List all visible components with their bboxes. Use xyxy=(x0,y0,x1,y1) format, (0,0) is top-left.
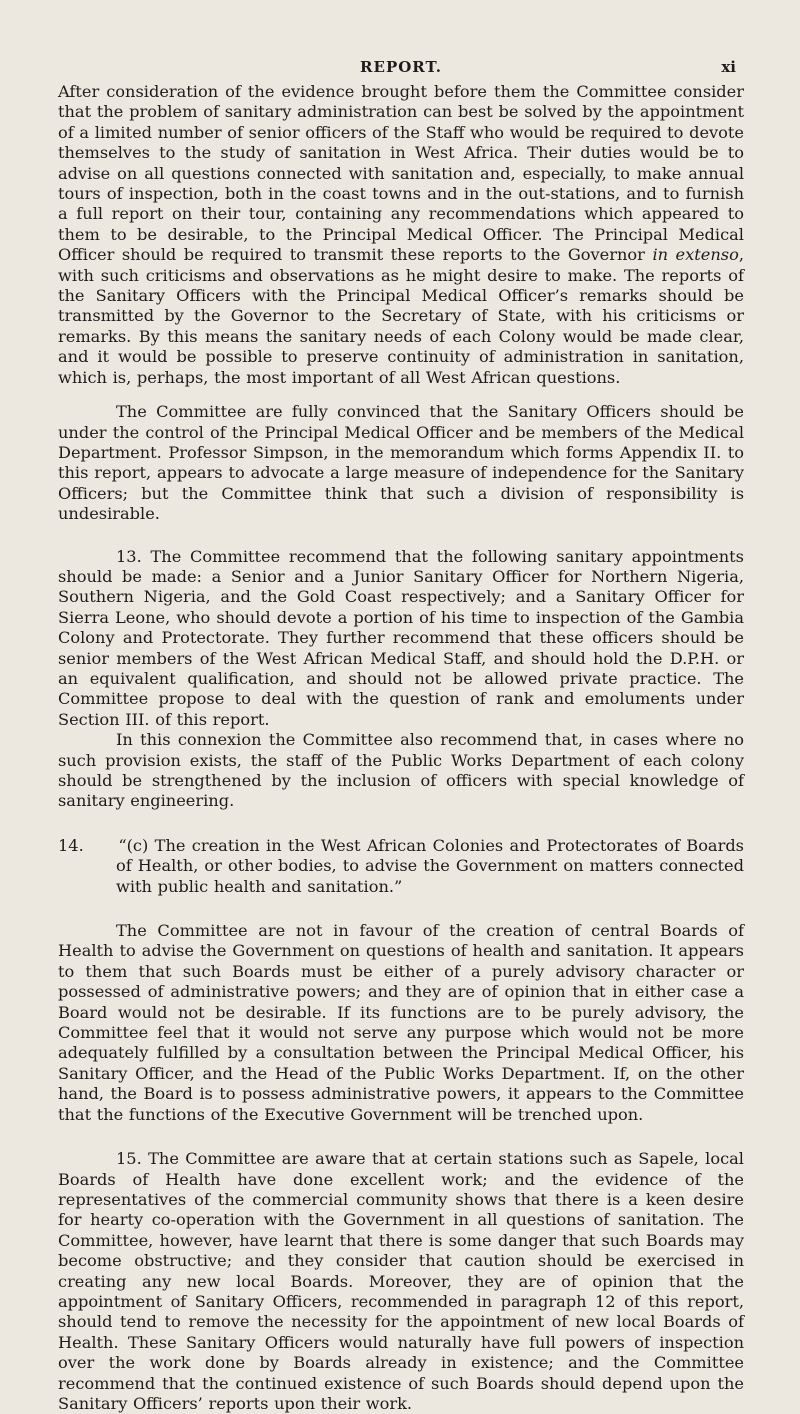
paragraph-1 xyxy=(58,82,744,388)
paragraph-13-cont: In this connexion the Committee also recommend that, in cases where no such provision exists, the staff of the Public Works Department of each colony should be strengthened by the inclusion of officers with special knowledge of sanitary engineering. xyxy=(58,730,744,811)
paragraph-14-number: 14. xyxy=(58,835,84,855)
paragraph-13-text: The Committee recommend that the following sanitary appointments should be made: a Senior and a Junior Sanitary Officer for Northern Nigeria, Southern Nigeria, and the Gold Coast respectively; and a Sanitary Officer for Sierra Leone, who should devote a portion of his time to inspection of the Gambia Colony and Protectorate. They further recommend that these officers should be senior members of the West African Medical Staff, and should hold the D.P.H. or an equivalent qualification, and should not be allowed private practice. The Committee propose to deal with the question of rank and emoluments under Section III. of this report. xyxy=(58,546,744,729)
paragraph-13 xyxy=(58,547,744,731)
paragraph-15-number: 15. xyxy=(116,1149,142,1169)
page-number: xi xyxy=(721,58,736,76)
running-head: REPORT. xyxy=(360,58,442,76)
paragraph-1-italic: in extenso xyxy=(652,245,739,265)
paragraph-2: The Committee are fully convinced that the Sanitary Officers should be under the control of the Principal Medical Officer and be members of the Medical Department. Professor Simpson, in the memorandum which forms Appendix II. to this report, appears to advocate a large measure of independence for the Sanitary Officers; but the Committee think that such a division of responsibility is undesirable. xyxy=(58,402,744,524)
paragraph-1-text-b: , with such criticisms and observations as he might desire to make. The reports of the Sanitary Officers with the Principal Medical Officer’s remarks should be transmitted by the Governor to the Secretary of State, with his criticisms or remarks. By this means the sanitary needs of each Colony would be made clear, and it would be possible to preserve continuity of administration in sanitation, which is, perhaps, the most important of all West African questions. xyxy=(58,245,744,387)
paragraph-14-quote: “(c) The creation in the West African Colonies and Protectorates of Boards of Health, or other bodies, to advise the Government on matters connected with public health and sanitation.” xyxy=(116,835,744,896)
paragraph-13-number: 13. xyxy=(116,546,142,566)
paragraph-14 xyxy=(58,836,744,897)
paragraph-14-cont: The Committee are not in favour of the creation of central Boards of Health to advise the Government on questions of health and sanitation. It appears to them that such Boards must be either of a purely advisory character or possessed of administrative powers; and they are of opinion that in either case a Board would not be desirable. If its functions are to be purely advisory, the Committee feel that it would not serve any purpose which would not be more adequately fulfilled by a consultation between the Principal Medical Officer, his Sanitary Officer, and the Head of the Public Works Department. If, on the other hand, the Board is to possess administrative powers, it appears to the Committee that the functions of the Executive Government will be trenched upon. xyxy=(58,921,744,1124)
page-header xyxy=(58,44,744,82)
paragraph-1-text-a: After consideration of the evidence brought before them the Committee consider that the problem of sanitary administration can best be solved by the appointment of a limited number of senior officers of the Staff who would be required to devote themselves to the study of sanitation in West Africa. Their duties would be to advise on all questions connected with sanitation and, especially, to make annual tours of inspection, both in the coast towns and in the out-stations, and to furnish a full report on their tour, containing any recommendations which appeared to them to be desirable, to the Principal Medical Officer. The Principal Medical Officer should be required to transmit these reports to the Governor xyxy=(58,82,744,265)
paragraph-15 xyxy=(58,1149,744,1414)
paragraph-15-text: The Committee are aware that at certain stations such as Sapele, local Boards of Health have done excellent work; and the evidence of the representatives of the commercial community shows that there is a keen desire for hearty co-operation with the Government in all questions of sanitation. The Committee, however, have learnt that there is some danger that such Boards may become obstructive; and they consider that caution should be exercised in creating any new local Boards. Moreover, they are of opinion that the appointment of Sanitary Officers, recommended in paragraph 12 of this report, should tend to remove the necessity for the appointment of new local Boards of Health. These Sanitary Officers would naturally have full powers of inspection over the work done by Boards already in existence; and the Committee recommend that the continued existence of such Boards should depend upon the Sanitary Officers’ reports upon their work. xyxy=(58,1149,744,1413)
